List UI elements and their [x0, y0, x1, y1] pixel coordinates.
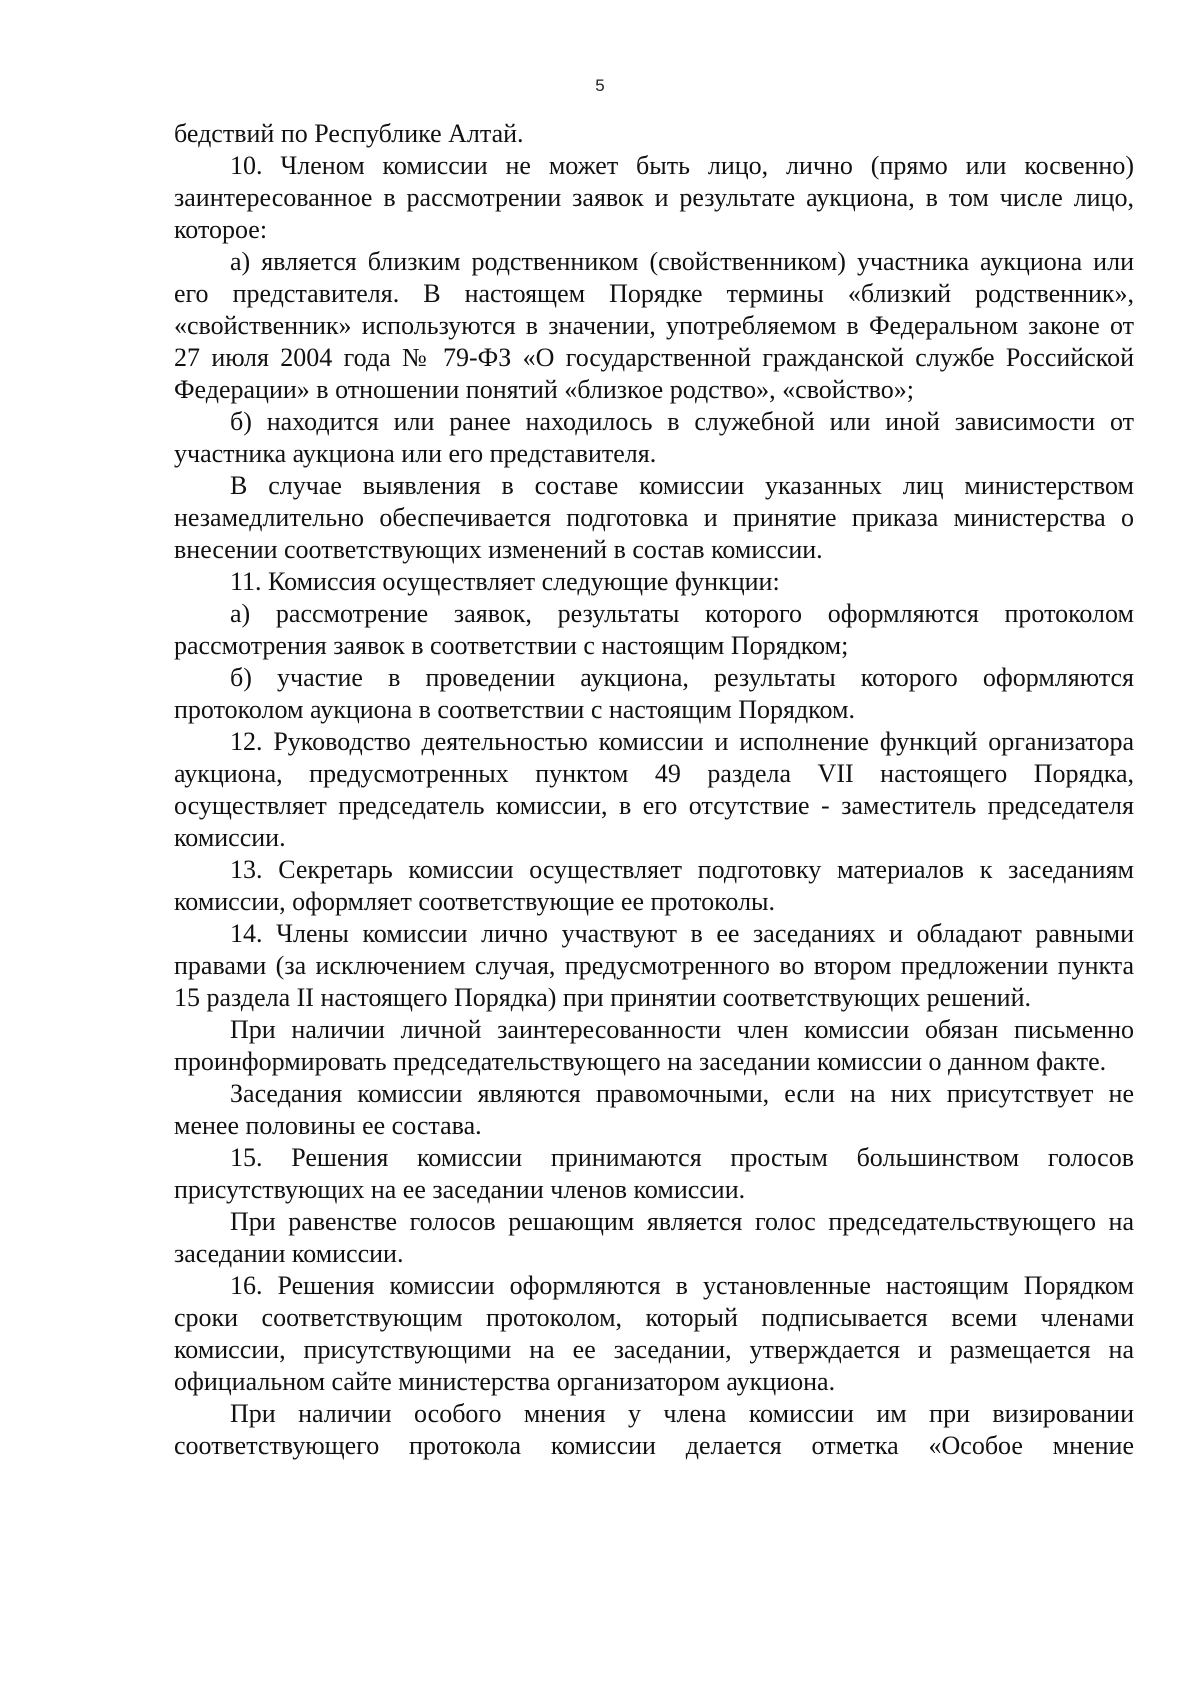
paragraph-item-11: 11. Комиссия осуществляет следующие функции:	[230, 567, 780, 596]
paragraph-continuation: бедствий по Республике Алтай.	[174, 119, 524, 148]
paragraph-item-15-tie: При равенстве голосов решающим является голос председательствующего на заседании комиссии.	[174, 1207, 1134, 1268]
paragraph-item-14-quorum: Заседания комиссии являются правомочными, если на них присутствует не менее половины ее состава.	[174, 1079, 1134, 1140]
paragraph-item-11a: а) рассмотрение заявок, результаты которого оформляются протоколом рассмотрения заявок в соответствии с настоящим Порядком;	[174, 599, 1134, 660]
paragraph-item-15: 15. Решения комиссии принимаются простым большинством голосов присутствующих на ее заседании членов комиссии.	[174, 1143, 1134, 1204]
paragraph-item-12: 12. Руководство деятельностью комиссии и исполнение функций организатора аукциона, предусмотренных пунктом 49 раздела VII настоящего Порядка, осуществляет председатель комиссии, в его отсутствие - заместитель председателя комиссии.	[174, 727, 1134, 852]
paragraph-item-16-dissent: При наличии особого мнения у члена комиссии им при визировании соответствующего протокола комиссии делается отметка «Особое мнение	[174, 1399, 1134, 1460]
paragraph-item-10a: а) является близким родственником (свойственником) участника аукциона или его представителя. В настоящем Порядке термины «близкий родственник», «свойственник» используются в значении, употребляемом в Федеральном законе от 27 июля 2004 года № 79-ФЗ «О государственной гражданской службе Российской Федерации» в отношении понятий «близкое родство», «свойство»;	[174, 247, 1134, 404]
paragraph-item-13: 13. Секретарь комиссии осуществляет подготовку материалов к заседаниям комиссии, оформляет соответствующие ее протоколы.	[174, 855, 1134, 916]
paragraph-item-14-interest: При наличии личной заинтересованности член комиссии обязан письменно проинформировать председательствующего на заседании комиссии о данном факте.	[174, 1015, 1134, 1076]
paragraph-item-16: 16. Решения комиссии оформляются в установленные настоящим Порядком сроки соответствующим протоколом, который подписывается всеми членами комиссии, присутствующими на ее заседании, утверждается и размещается на официальном сайте министерства организатором аукциона.	[174, 1271, 1134, 1396]
paragraph-item-10b: б) находится или ранее находилось в служебной или иной зависимости от участника аукциона или его представителя.	[174, 407, 1134, 468]
paragraph-item-10: 10. Членом комиссии не может быть лицо, лично (прямо или косвенно) заинтересованное в рассмотрении заявок и результате аукциона, в том числе лицо, которое:	[174, 151, 1134, 244]
page-number: 5	[595, 76, 605, 95]
document-body	[174, 118, 1134, 1462]
paragraph-item-10-note: В случае выявления в составе комиссии указанных лиц министерством незамедлительно обеспечивается подготовка и принятие приказа министерства о внесении соответствующих изменений в состав комиссии.	[174, 471, 1134, 564]
paragraph-item-11b: б) участие в проведении аукциона, результаты которого оформляются протоколом аукциона в соответствии с настоящим Порядком.	[174, 663, 1134, 724]
paragraph-item-14: 14. Члены комиссии лично участвуют в ее заседаниях и обладают равными правами (за исключением случая, предусмотренного во втором предложении пункта 15 раздела II настоящего Порядка) при принятии соответствующих решений.	[174, 919, 1134, 1012]
